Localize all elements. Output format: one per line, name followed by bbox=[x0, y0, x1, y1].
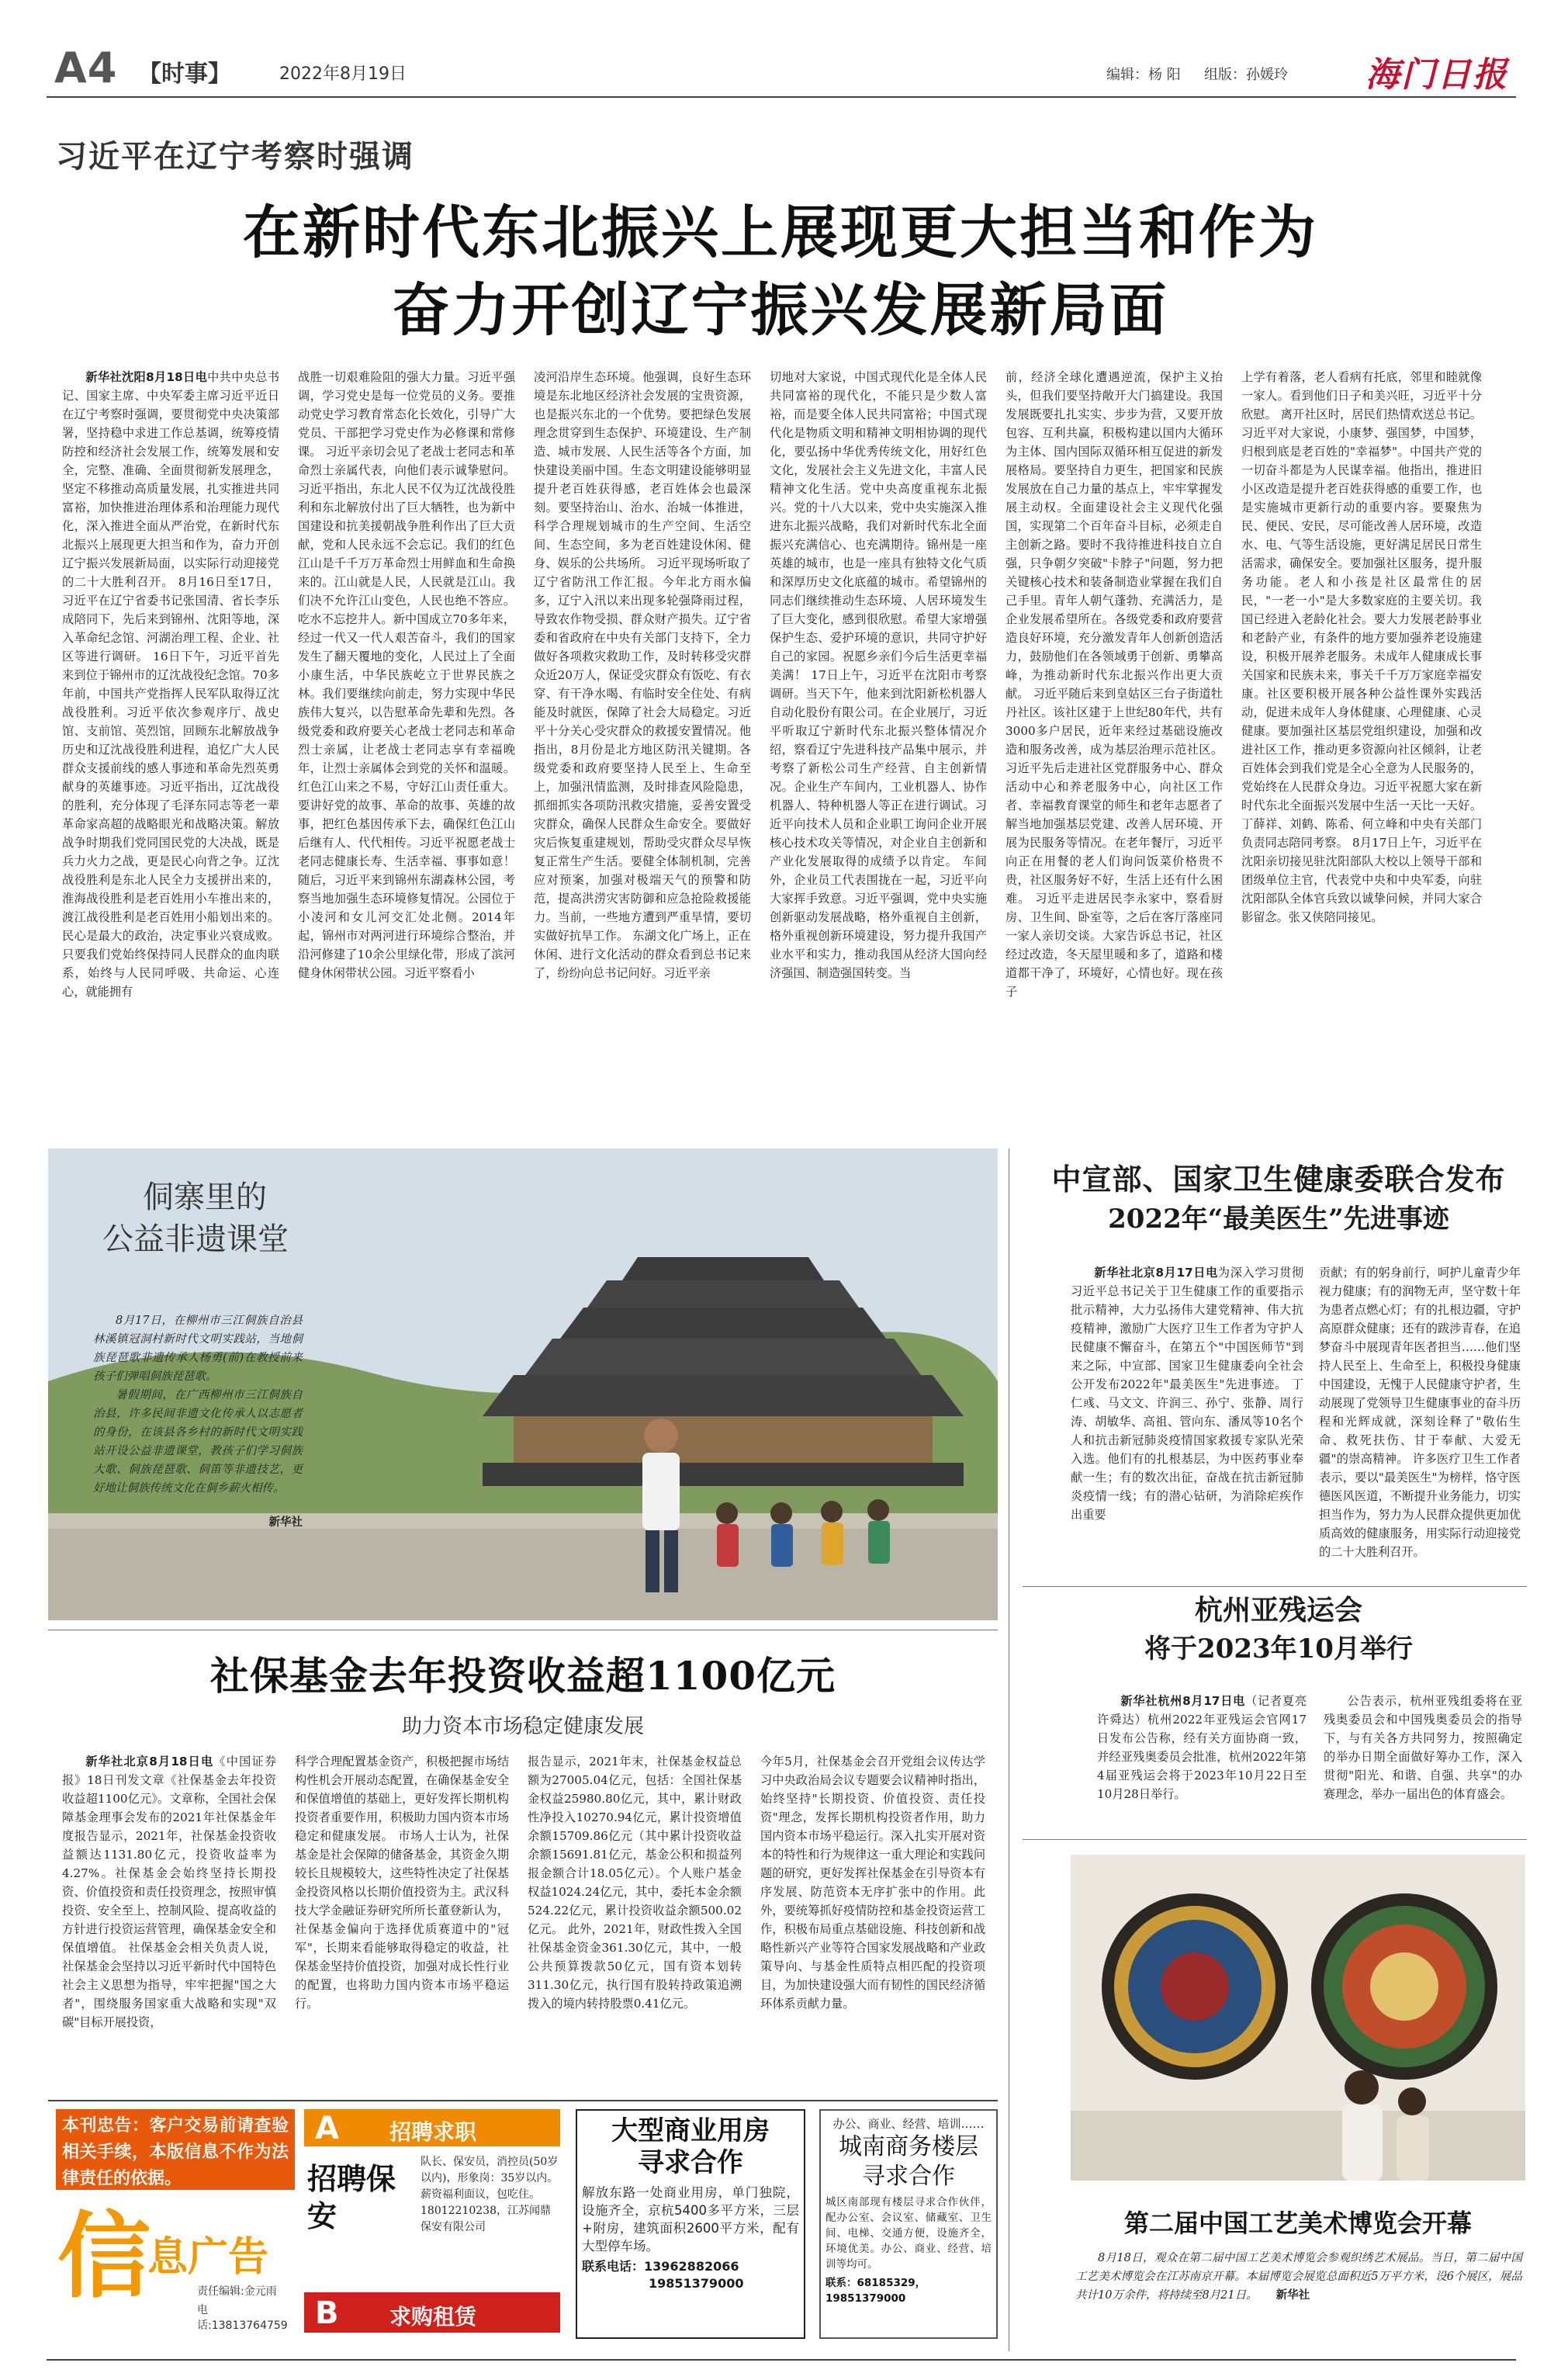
lead-dateline: 新华社沈阳8月18日电 bbox=[85, 370, 208, 384]
masthead-rule bbox=[47, 96, 1516, 98]
doctors-headline bbox=[1023, 1159, 1535, 1239]
classifieds-section bbox=[48, 2100, 998, 2348]
doctors-headline-line2: 2022年“最美医生”先进事迹 bbox=[1108, 1204, 1449, 1235]
pension-subhead: 助力资本市场稳定健康发展 bbox=[401, 1715, 644, 1738]
expo-photo-credit: 新华社 bbox=[1275, 2288, 1310, 2302]
pension-column-3 bbox=[528, 1752, 742, 2086]
para-games-dateline: 新华社杭州8月17日电 bbox=[1120, 1694, 1246, 1708]
lead-text-1: 中共中央总书记、国家主席、中央军委主席习近平近日在辽宁考察时强调，要贯彻党中央决策部署，坚持稳中求进工作总基调，统筹疫情防控和经济社会发展工作，统筹发展和安全，完整、准确、全面贯彻新发展理念，坚定不移推动高质量发展，扎实推进共同富裕，加快推进治理体系和治理能力现代化，深入推进全面从严治党，在新时代东北振兴上展现更大担当和作为，奋力开创辽宁振兴发展新局面，以实际行动迎接党的二十大胜利召开。 8月16日至17日，习近平在辽宁省委书记张国清、省长李乐成陪同下，先后来到锦州、沈阳等地，深入革命纪念馆、河湖治理工程、企业、社区等进行调研。 16日下午，习近平首先来到位于锦州市的辽沈战役纪念馆。70多年前，中国共产党指挥人民军队取得辽沈战役胜利。习近平依次参观序厅、战史馆、支前馆、英烈馆，回顾东北解放战争历史和辽沈战役胜利进程，追忆广大人民群众支援前线的感人事迹和革命先烈英勇献身的英雄事迹。习近平指出，辽沈战役的胜利，充分体现了毛泽东同志等老一辈革命家高超的战略眼光和战略决策。解放战争时期我们党同国民党的大决战，既是兵力火力之战，更是民心向背之争。辽沈战役胜利是东北人民全力支援拼出来的，淮海战役胜利是老百姓用小车推出来的，渡江战役胜利是老百姓用小船划出来的。民心是最大的政治，决定事业兴衰成败。只要我们党始终保持同人民群众的血肉联系，始终与人民同呼吸、共命运、心连心，就能拥有 bbox=[62, 370, 279, 999]
classifieds-brand-rest: 息广告 bbox=[147, 2233, 269, 2281]
para-games-headline-line1: 杭州亚残运会 bbox=[1194, 1594, 1362, 1627]
badge-a-label: 招聘求职 bbox=[389, 2119, 477, 2145]
footer-rule bbox=[47, 2359, 1516, 2361]
pension-column-2 bbox=[295, 1752, 509, 2086]
badge-b bbox=[304, 2292, 560, 2333]
feature-title-line1: 侗寨里的 bbox=[143, 1180, 267, 1215]
ad-office-body: 城区南部现有楼层寻求合作伙伴，配办公室、会议室、储藏室、卫生间、电梯、交通方便，设施齐全，环境优美。办公、商业、经营、培训等均可。 bbox=[825, 2196, 992, 2271]
feature-caption-p1: 8月17日，在柳州市三江侗族自治县林溪镇冠洞村新时代文明实践站，当地侗族琵琶歌非遗传承人杨勇(前)在教授前来孩子们弹唱侗族琵琶歌。 bbox=[93, 1315, 303, 1383]
divider-doctors-paragames bbox=[1023, 1586, 1527, 1587]
para-games-headline-line2: 将于2023年10月举行 bbox=[1144, 1633, 1413, 1665]
feature-photo bbox=[48, 1148, 998, 1620]
lead-headline-line2: 奋力开创辽宁振兴发展新局面 bbox=[392, 277, 1169, 344]
classifieds-phone: 电话:13813764759 bbox=[197, 2304, 288, 2332]
ad-commercial-contact bbox=[582, 2258, 799, 2292]
ad-commercial-building bbox=[576, 2109, 805, 2339]
ad-security-body: 队长、保安员，消控员(50岁以内)，形象岗：35岁以内。薪资福利面议，包吃住。18012210238，江苏闻鼎保安有限公司 bbox=[421, 2156, 559, 2233]
expo-photo bbox=[1071, 1855, 1525, 2181]
ad-commercial-phone-1: 13962882066 bbox=[644, 2259, 739, 2274]
feature-title-line2: 公益非遗课堂 bbox=[102, 1221, 289, 1257]
divider-paragames-expo bbox=[1023, 1839, 1527, 1840]
lead-text-2: 战胜一切艰难险阻的强大力量。习近平强调，学习党史是每一位党员的义务。要推动党史学习教育常态化长效化，引导广大党员、干部把学习党史作为必修课和常修课。 习近平亲切会见了老战士老同志和革命烈士亲属代表，向他们表示诚挚慰问。习近平指出，东北人民不仅为辽沈战役胜利和东北解放付出了巨大牺牲，也为新中国建设和抗美援朝战争胜利作出了巨大贡献，党和人民永远不会忘记。我们的红色江山是千千万万革命烈士用鲜血和生命换来的。江山就是人民，人民就是江山。我们决不允许江山变色，人民也绝不答应。吃水不忘挖井人。新中国成立70多年来，经过一代又一代人艰苦奋斗，我们的国家发生了翻天覆地的变化，人民过上了全面小康生活，中华民族屹立于世界民族之林。我们要继续向前走，努力实现中华民族伟大复兴，以告慰革命先辈和先烈。各级党委和政府要关心老战士老同志和革命烈士亲属，让老战士老同志享有幸福晚年，让烈士亲属体会到党的关怀和温暖。红色江山来之不易，守好江山责任重大。要讲好党的故事、革命的故事、英雄的故事，把红色基因传承下去，确保红色江山后继有人、代代相传。习近平祝愿老战士老同志健康长寿、生活幸福、事事如意！ 随后，习近平来到锦州东湖森林公园，考察当地加强生态环境修复情况。公园位于小凌河和女儿河交汇处北侧。2014年起，锦州市对两河进行环境综合整治，并沿河修建了10余公里绿化带，形成了滨河健身休闲带状公园。习近平察看小 bbox=[298, 370, 515, 980]
lead-text-4: 切地对大家说，中国式现代化是全体人民共同富裕的现代化，不能只是少数人富裕，而是要全体人民共同富裕；中国式现代化是物质文明和精神文明相协调的现代化，要弘扬中华优秀传统文化，用好红色文化，发展社会主义先进文化，丰富人民精神文化生活。党中央高度重视东北振兴。党的十八大以来，党中央实施深入推进东北振兴战略，我们对新时代东北全面振兴充满信心、也充满期待。锦州是一座英雄的城市，也是一座具有独特文化气质和深厚历史文化底蕴的城市。希望锦州的同志们继续推动生态环境、人居环境发生了巨大变化，感到很欣慰。希望大家增强保护生态、爱护环境的意识，共同守护好自己的家园。祝愿乡亲们今后生活更幸福美满！ 17日上午，习近平在沈阳市考察调研。当天下午，他来到沈阳新松机器人自动化股份有限公司。在企业展厅，习近平听取辽宁新时代东北振兴整体情况介绍，察看辽宁先进科技产品集中展示，并考察了新松公司生产经营、自主创新情况。企业生产车间内，工业机器人、协作机器人、特种机器人等正在进行调试。习近平向技术人员和企业职工询问企业开展核心技术攻关等情况，对企业自主创新和产业化发展取得的成绩予以肯定。 车间外，企业员工代表围拢在一起，习近平向大家挥手致意。习近平强调，党中央实施创新驱动发展战略，格外重视自主创新，格外重视创新环境建设，努力提升我国产业水平和实力，推动我国从经济大国向经济强国、制造强国转变。当 bbox=[770, 370, 987, 980]
lead-text-5: 前，经济全球化遭遇逆流，保护主义抬头，但我们要坚持敞开大门搞建设。我国发展既要扎扎实实、步步为营，又要开放包容、互利共赢，积极构建以国内大循环为主体、国内国际双循环相互促进的新发展格局。要坚持自力更生，把国家和民族发展放在自己力量的基点上，牢牢掌握发展主动权。全面建设社会主义现代化强国，实现第二个百年奋斗目标，必须走自主创新之路。要时不我待推进科技自立自强，只争朝夕突破"卡脖子"问题，努力把关键核心技术和装备制造业掌握在我们自己手里。青年人朝气蓬勃、充满活力，是企业发展希望所在。各级党委和政府要营造良好环境，充分激发青年人创新创造活力，鼓励他们在各领域勇于创新、勇攀高峰，为推动新时代东北振兴作出更大贡献。 习近平随后来到皇姑区三台子街道牡丹社区。该社区建于上世纪80年代，共有3000多户居民，近年来经过基础设施改造和服务改善，成为基层治理示范社区。习近平先后走进社区党群服务中心、群众活动中心和养老服务中心，向社区工作者、幸福教育课堂的师生和老年志愿者了解当地加强基层党建、改善人居环境、开展为民服务等情况。在老年餐厅，习近平向正在用餐的老人们询问饭菜价格贵不贵，社区服务好不好，生活上还有什么困难。 习近平走进居民李永家中，察看厨房、卫生间、卧室等，之后在客厅落座同一家人亲切交谈。大家告诉总书记，社区经过改造，冬天屋里暖和多了，道路和楼道都干净了，环境好，心情也好。现在孩子 bbox=[1005, 370, 1223, 999]
pension-headline: 社保基金去年投资收益超1100亿元 bbox=[209, 1653, 836, 1699]
expo-title: 第二届中国工艺美术博览会开幕 bbox=[1123, 2209, 1472, 2238]
para-games-column-1 bbox=[1097, 1692, 1307, 1824]
ad-recruitment bbox=[304, 2109, 560, 2342]
ad-commercial-body: 解放东路一处商业用房，单门独院，设施齐全，京杭5400多平方米，三层+附房，建筑面积2600平方米，配有大型停车场。 bbox=[582, 2185, 799, 2254]
page-number: A4 bbox=[54, 43, 118, 92]
para-games-text-2: 公告表示，杭州亚残组委将在亚残奥委员会和中国残奥委员会的指导下，与有关各方共同努力，按照确定的举办日期全面做好筹办工作，深入贯彻"阳光、和谐、自强、共享"的办赛理念，举办一届出色的体育盛会。 bbox=[1324, 1694, 1522, 1801]
editor-credit: 编辑：杨 阳 bbox=[1106, 67, 1181, 83]
feature-caption bbox=[93, 1311, 303, 1532]
classifieds-brand bbox=[56, 2198, 295, 2337]
lead-text-6: 上学有着落，老人看病有托底，邻里和睦就像一家人。看到他们日子和美兴旺，习近平十分欣慰。 离开社区时，居民们热情欢送总书记。习近平对大家说，小康梦、强国梦，中国梦，归根到底是老百姓的"幸福梦"。中国共产党的一切奋斗都是为人民谋幸福。他指出，推进旧小区改造是提升老百姓获得感的重要工作，也是实施城市更新行动的重要内容。要聚焦为民、便民、安民，尽可能改善人居环境，改造水、电、气等生活设施，更好满足居民日常生活需求，确保安全。要加强社区服务，提升服务功能。老人和小孩是社区最常住的居民，"一老一小"是大多数家庭的主要关切。我国已经进入老龄化社会。要大力发展老龄事业和老龄产业，有条件的地方要加强养老设施建设，积极开展养老服务。未成年人健康成长事关国家和民族未来，事关千千万万家庭幸福安康。社区要积极开展各种公益性课外实践活动，促进未成年人身体健康、心理健康、心灵健康。要加强社区基层党组织建设，加强和改进社区工作，推动更多资源向社区倾斜，让老百姓体会到我们党是全心全意为人民服务的，党始终在人民群众身边。习近平祝愿大家在新时代东北全面振兴发展中生活一天比一天好。 丁薛祥、刘鹤、陈希、何立峰和中央有关部门负责同志陪同考察。 8月17日上午，习近平在沈阳亲切接见驻沈阳部队大校以上领导干部和团级单位主官，代表党中央和中央军委，向驻沈阳部队全体官兵致以诚挚问候，并同大家合影留念。张又侠陪同接见。 bbox=[1241, 370, 1482, 924]
issue-date: 2022年8月19日 bbox=[279, 64, 407, 84]
ad-office-floors bbox=[819, 2109, 998, 2339]
expo-caption-text: 8月18日，观众在第二届中国工艺美术博览会参观织绣艺术展品。当日，第二届中国工艺美术博览会在江苏南京开幕。本届博览会展览总面积近5万平方米，设6个展区，展品共计10万余件，将持续至8月21日。 bbox=[1075, 2252, 1522, 2302]
ad-commercial-title-1: 大型商业用房 bbox=[611, 2115, 770, 2146]
lead-kicker: 习近平在辽宁考察时强调 bbox=[56, 139, 414, 175]
para-games-column-2 bbox=[1324, 1692, 1522, 1824]
ad-commercial-contact-label: 联系电话： bbox=[582, 2259, 645, 2274]
feature-photo-credit: 新华社 bbox=[268, 1516, 303, 1529]
doctors-headline-line1: 中宣部、国家卫生健康委联合发布 bbox=[1051, 1162, 1506, 1197]
ad-office-kicker: 办公、商业、经营、培训…… bbox=[832, 2117, 985, 2131]
feature-title bbox=[102, 1176, 289, 1260]
para-games-byline: （记者夏亮 许舜达） bbox=[1097, 1694, 1307, 1727]
para-games-headline bbox=[1023, 1591, 1535, 1668]
para-games-text-1: 杭州2022年亚残运会官网17日发布公告称，经有关方面协商一致，并经亚残奥委员会批准，杭州2022年第4届亚残运会将于2023年10月22日至10月28日举行。 bbox=[1097, 1713, 1307, 1801]
pension-column-4 bbox=[760, 1752, 985, 2086]
masthead bbox=[0, 0, 1561, 95]
badge-a bbox=[304, 2109, 560, 2146]
pension-text-2: 科学合理配置基金资产，积极把握市场结构性机会开展动态配置，在确保基金安全和保值增值的基础上，更好发挥长期机构投资者重要作用，积极助力国内资本市场稳定和健康发展。 市场人士认为，社保基金是社会保障的储备基金，其资金久期较长且规模较大，这些特性决定了社保基金投资风格以长期价值投资为主。武汉科技大学金融证券研究所所长董登新认为，社保基金偏向于选择优质赛道中的"冠军"，长期来看能够取得稳定的收益，社保基金坚持价值投资，加强对成长性行业的配置，也将助力国内资本市场平稳运行。 bbox=[295, 1755, 509, 2011]
pension-dateline: 新华社北京8月18日电 bbox=[85, 1755, 214, 1769]
doctors-dateline: 新华社北京8月17日电 bbox=[1094, 1266, 1218, 1280]
doctors-column-2 bbox=[1319, 1263, 1521, 1581]
badge-b-label: 求购租赁 bbox=[389, 2304, 477, 2330]
paper-logo: 海门日报 bbox=[1365, 55, 1508, 95]
ad-office-title-2: 寻求合作 bbox=[862, 2163, 955, 2190]
classifieds-brand-big: 信 bbox=[57, 2202, 151, 2311]
classifieds-editor: 责任编辑:金元雨 bbox=[197, 2285, 277, 2298]
pension-text-1: 《中国证券报》18日刊发文章《社保基金去年投资收益超1100亿元》。文章称，全国社会保障基金理事会发布的2021年社保基金年度报告显示，2021年，社保基金投资收益额达1131.80亿元，投资收益率为4.27%。社保基金会始终坚持长期投资、价值投资和责任投资理念，按照审慎投资、安全至上、控制风险、提高收益的方针进行投资运营管理，确保基金安全和保值增值。 社保基金会相关负责人说，社保基金会坚持以习近平新时代中国特色社会主义思想为指导，牢牢把握"国之大者"，围绕服务国家重大战略和实现"双碳"目标开展投资， bbox=[62, 1755, 276, 2029]
pension-text-4: 今年5月，社保基金会召开党组会议传达学习中央政治局会议专题要会议精神时指出，始终坚持"长期投资、价值投资、责任投资"理念，发挥长期机构投资者作用，助力国内资本市场平稳运行。深入扎实开展对资本的特性和行为规律这一重大理论和实践问题的研究，更好发挥社保基金在引导资本有序发展、防范资本无序扩张中的作用。此外，要统筹抓好疫情防控和基金投资运营工作，积极布局重点基础设施、科技创新和战略性新兴产业等符合国家发展战略和产业政策导向、与基金性质特点相匹配的投资项目，为加快建设强大而有韧性的国民经济循环体系贡献力量。 bbox=[760, 1755, 985, 2011]
layout-credit: 组版：孙媛玲 bbox=[1204, 67, 1288, 83]
section-label: 【时事】 bbox=[138, 61, 231, 88]
ad-office-title-1: 城南商务楼层 bbox=[839, 2133, 978, 2160]
doctors-text-2: 贡献；有的躬身前行，呵护儿童青少年视力健康；有的润物无声，坚守数十年为患者点燃心灯；有的扎根边疆，守护高原群众健康；还有的跋涉青春，在追梦奋斗中展现青年医者担当……他们坚持人民至上、生命至上，积极投身健康中国建设，无愧于人民健康守护者，生动展现了党领导卫生健康事业的奋斗历程和光辉成就，深刻诠释了"敬佑生命、救死扶伤、甘于奉献、大爱无疆"的崇高精神。 许多医疗卫生工作者表示，要以"最美医生"为榜样，恪守医德医风医道，不断提升业务能力，切实担当作为，努力为人民群众提供更加优质高效的健康服务，用实际行动迎接党的二十大胜利召开。 bbox=[1319, 1266, 1521, 1559]
badge-a-letter: A bbox=[315, 2111, 339, 2146]
doctors-text-1: 为深入学习贯彻习近平总书记关于卫生健康工作的重要指示批示精神，大力弘扬伟大建党精神、伟大抗疫精神，激励广大医疗卫生工作者为守护人民健康不懈奋斗，在第五个"中国医师节"到来之际，中宣部、国家卫生健康委向全社会公开发布2022年"最美医生"先进事迹。 丁仁彧、马文文、许润三、孙宁、张静、周行涛、胡敏华、高祖、管向东、潘凤等10名个人和抗击新冠肺炎疫情国家救援专家队光荣入选。他们有的扎根基层，为中医药事业奉献一生；有的数次出征，奋战在抗击新冠肺炎疫情一线；有的潜心钻研，为消除疟疾作出重要 bbox=[1071, 1266, 1303, 1522]
pension-column-1 bbox=[62, 1752, 276, 2086]
lead-headline-line1: 在新时代东北振兴上展现更大担当和作为 bbox=[243, 199, 1318, 266]
classifieds-notice: 本刊忠告：客户交易前请查验相关手续，本版信息不作为法律责任的依据。 bbox=[56, 2109, 295, 2190]
lead-text-3: 凌河沿岸生态环境。他强调，良好生态环境是东北地区经济社会发展的宝贵资源，也是振兴东北的一个优势。要把绿色发展理念贯穿到生态保护、环境建设、生产制造、城市发展、人民生活等各个方面，加快建设美丽中国。生态文明建设能够明显提升老百姓获得感，老百姓体会也最深刻。要坚持治山、治水、治城一体推进，科学合理规划城市的生产空间、生活空间、生态空间，多为老百姓建设休闲、健身、娱乐的公共场所。 习近平现场听取了辽宁省防汛工作汇报。今年北方雨水偏多，辽宁入汛以来出现多轮强降雨过程，导致农作物受损、群众财产损失。辽宁省委和省政府在中央有关部门支持下，全力做好各项救灾救助工作，及时转移受灾群众近20万人，保证受灾群众有饭吃、有衣穿、有干净水喝、有临时安全住处、有病能及时就医，保障了社会大局稳定。习近平十分关心受灾群众的救援安置情况。他指出，8月份是北方地区防汛关键期。各级党委和政府要坚持人民至上、生命至上，加强汛情监测，及时排查风险隐患，抓细抓实各项防汛救灾措施，妥善安置受灾群众，确保人民群众生命安全。要做好灾后恢复重建规划，帮助受灾群众尽早恢复正常生产生活。要健全体制机制，完善应对预案，加强对极端天气的预警和防范，提高洪涝灾害防御和应急抢险救援能力。当前，一些地方遭到严重旱情，要切实做好抗旱工作。 东湖文化广场上，正在休闲、进行文化活动的群众看到总书记来了，纷纷向总书记问好。习近平亲 bbox=[534, 370, 751, 980]
ad-commercial-title-2: 寻求合作 bbox=[638, 2147, 743, 2178]
ad-security-title: 招聘保安 bbox=[307, 2162, 396, 2233]
ad-office-contact: 联系：68185329，19851379000 bbox=[825, 2277, 926, 2305]
feature-caption-p2: 暑假期间，在广西柳州市三江侗族自治县，许多民间非遗文化传承人以志愿者的身份，在该县各乡村的新时代文明实践站开设公益非遗课堂，教孩子们学习侗族大歌、侗族琵琶歌、侗笛等非遗技艺，更好地让侗族传统文化在侗乡薪火相传。 bbox=[93, 1389, 303, 1495]
ad-commercial-phone-2: 19851379000 bbox=[649, 2276, 744, 2291]
expo-caption bbox=[1075, 2249, 1522, 2305]
doctors-column-1 bbox=[1071, 1263, 1303, 1581]
expo-photo-illustration bbox=[1071, 1855, 1525, 2181]
pension-text-3: 报告显示，2021年末，社保基金权益总额为27005.04亿元，包括：全国社保基金权益25980.80亿元，其中，累计财政性净投入10270.94亿元，累计投资增值余额15709.86亿元（其中累计投资收益余额15691.81亿元，基金公积和损益列报金额合计18.05亿元）。个人账户基金权益1024.24亿元，其中，委托本金余额524.22亿元，累计投资收益余额500.02亿元。 此外，2021年，财政性拨入全国社保基金资金361.30亿元，其中，一般公共预算拨款50亿元，国有资本划转311.30亿元，执行国有股转持政策追溯拨入的境内转持股票0.41亿元。 bbox=[528, 1755, 742, 2011]
lead-headline bbox=[0, 194, 1561, 349]
badge-b-letter: B bbox=[315, 2295, 339, 2331]
